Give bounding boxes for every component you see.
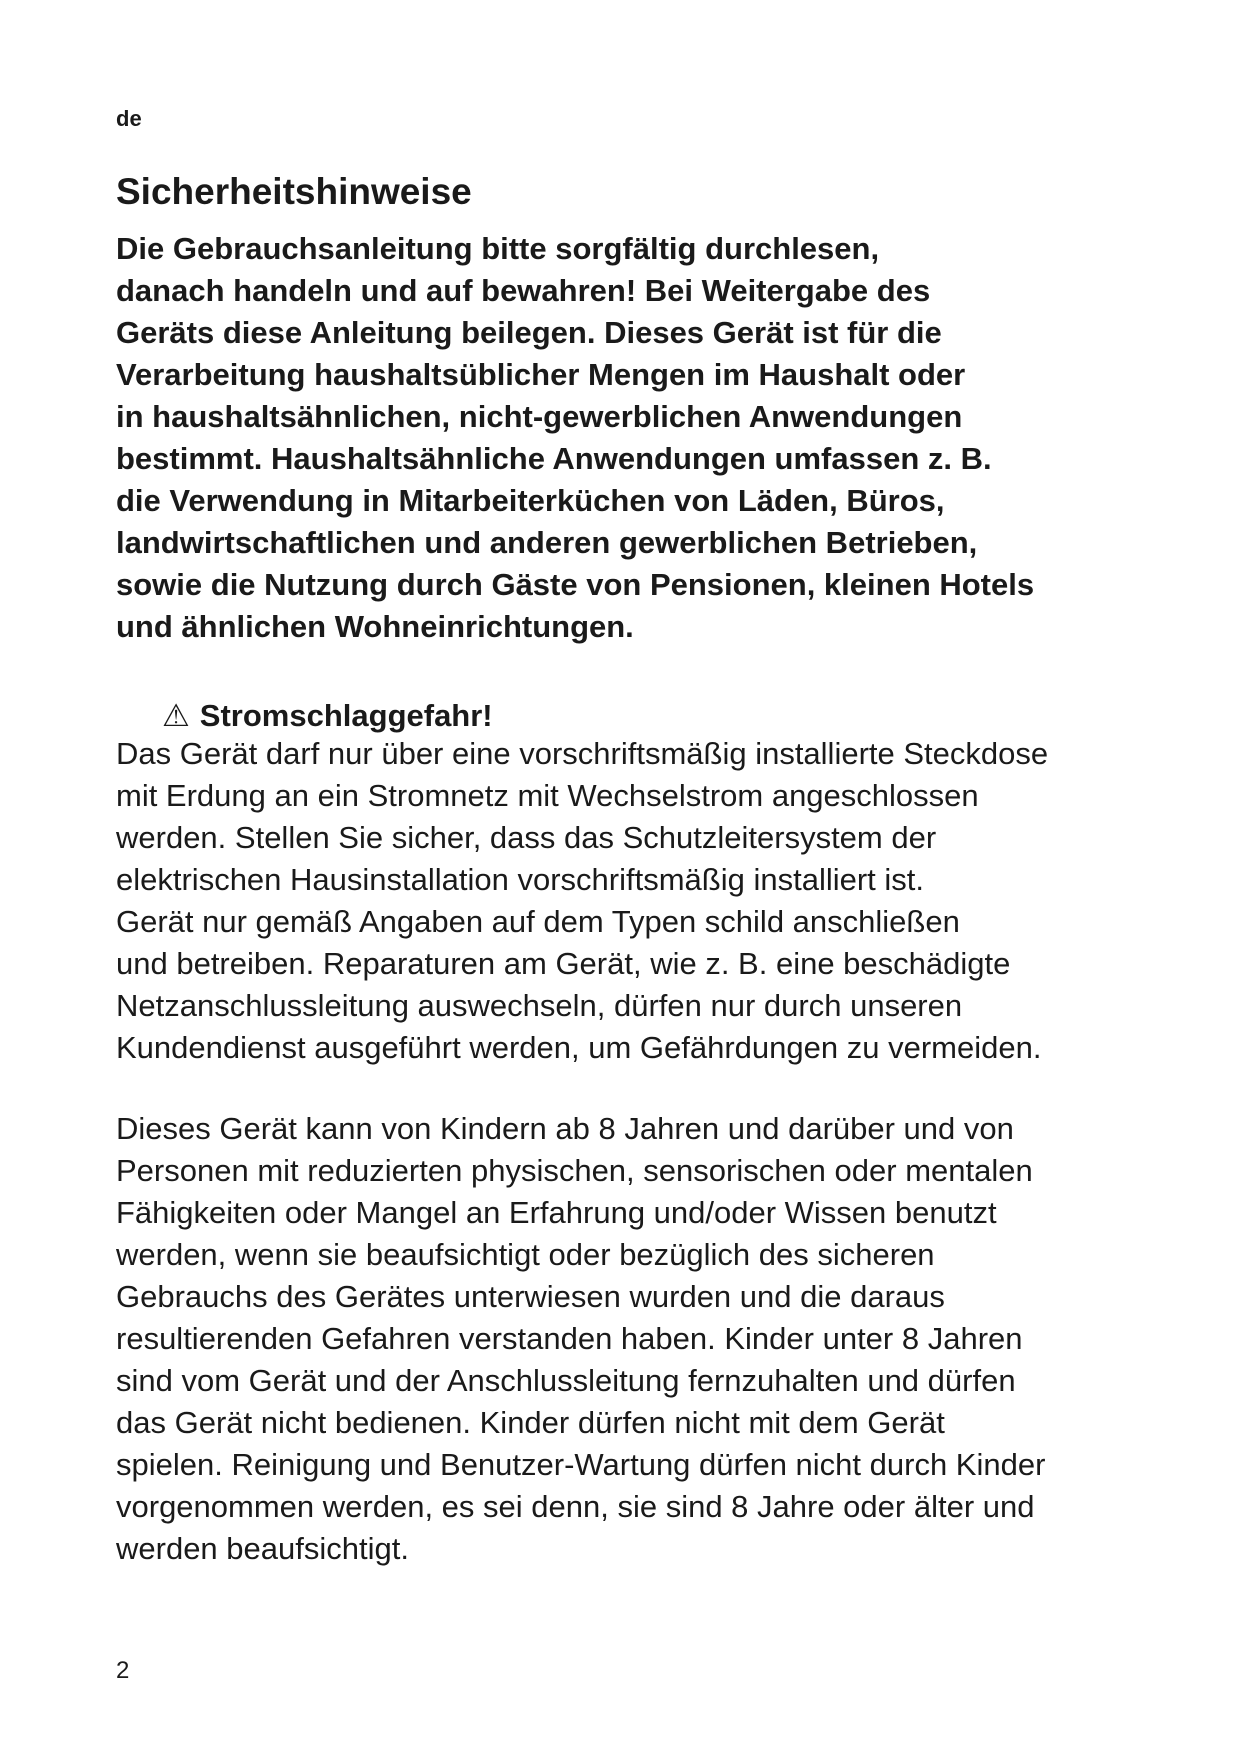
children-line: Personen mit reduzierten physischen, sensorischen oder mentalen (116, 1153, 1033, 1188)
electric-line: Kundendienst ausgeführt werden, um Gefährdungen zu vermeiden. (116, 1030, 1042, 1065)
electric-line: elektrischen Hausinstallation vorschriftsmäßig installiert ist. (116, 862, 925, 897)
electric-line: Netzanschlussleitung auswechseln, dürfen nur durch unseren (116, 988, 963, 1023)
children-line: werden beaufsichtigt. (116, 1531, 409, 1566)
intro-paragraph (116, 228, 1226, 648)
intro-line: die Verwendung in Mitarbeiterküchen von Läden, Büros, (116, 483, 945, 518)
language-tag: de (116, 106, 142, 131)
intro-line: Geräts diese Anleitung beilegen. Dieses Gerät ist für die (116, 315, 942, 350)
page-title: Sicherheitshinweise (116, 171, 472, 212)
intro-line: und ähnlichen Wohneinrichtungen. (116, 609, 634, 644)
children-line: Fähigkeiten oder Mangel an Erfahrung und/oder Wissen benutzt (116, 1195, 997, 1230)
intro-line: danach handeln und auf bewahren! Bei Weitergabe des (116, 273, 931, 308)
intro-line: in haushaltsähnlichen, nicht-gewerblichen Anwendungen (116, 399, 963, 434)
children-line: sind vom Gerät und der Anschlussleitung fernzuhalten und dürfen (116, 1363, 1016, 1398)
electric-line: Gerät nur gemäß Angaben auf dem Typen schild anschließen (116, 904, 960, 939)
children-line: werden, wenn sie beaufsichtigt oder bezüglich des sicheren (116, 1237, 935, 1272)
electric-shock-paragraph (116, 733, 1226, 1069)
children-line: Dieses Gerät kann von Kindern ab 8 Jahren und darüber und von (116, 1111, 1014, 1146)
electric-line: Das Gerät darf nur über eine vorschriftsmäßig installierte Steckdose (116, 736, 1049, 771)
warning-triangle-icon: ⚠ (162, 698, 190, 733)
electric-line: und betreiben. Reparaturen am Gerät, wie z. B. eine beschädigte (116, 946, 1011, 981)
intro-line: Die Gebrauchsanleitung bitte sorgfältig durchlesen, (116, 231, 880, 266)
children-line: spielen. Reinigung und Benutzer-Wartung dürfen nicht durch Kinder (116, 1447, 1046, 1482)
electric-line: mit Erdung an ein Stromnetz mit Wechselstrom angeschlossen (116, 778, 979, 813)
electric-line: werden. Stellen Sie sicher, dass das Schutzleitersystem der (116, 820, 937, 855)
intro-line: landwirtschaftlichen und anderen gewerblichen Betrieben, (116, 525, 978, 560)
children-line: Gebrauchs des Gerätes unterwiesen wurden und die daraus (116, 1279, 945, 1314)
children-safety-paragraph (116, 1108, 1226, 1570)
warning-heading (162, 695, 493, 737)
intro-line: Verarbeitung haushaltsüblicher Mengen im Haushalt oder (116, 357, 966, 392)
children-line: das Gerät nicht bedienen. Kinder dürfen nicht mit dem Gerät (116, 1405, 945, 1440)
page-number: 2 (116, 1657, 130, 1684)
children-line: vorgenommen werden, es sei denn, sie sind 8 Jahre oder älter und (116, 1489, 1035, 1524)
intro-line: bestimmt. Haushaltsähnliche Anwendungen umfassen z. B. (116, 441, 992, 476)
warning-heading-text: Stromschlaggefahr! (199, 698, 493, 733)
intro-line: sowie die Nutzung durch Gäste von Pensionen, kleinen Hotels (116, 567, 1035, 602)
children-line: resultierenden Gefahren verstanden haben. Kinder unter 8 Jahren (116, 1321, 1023, 1356)
